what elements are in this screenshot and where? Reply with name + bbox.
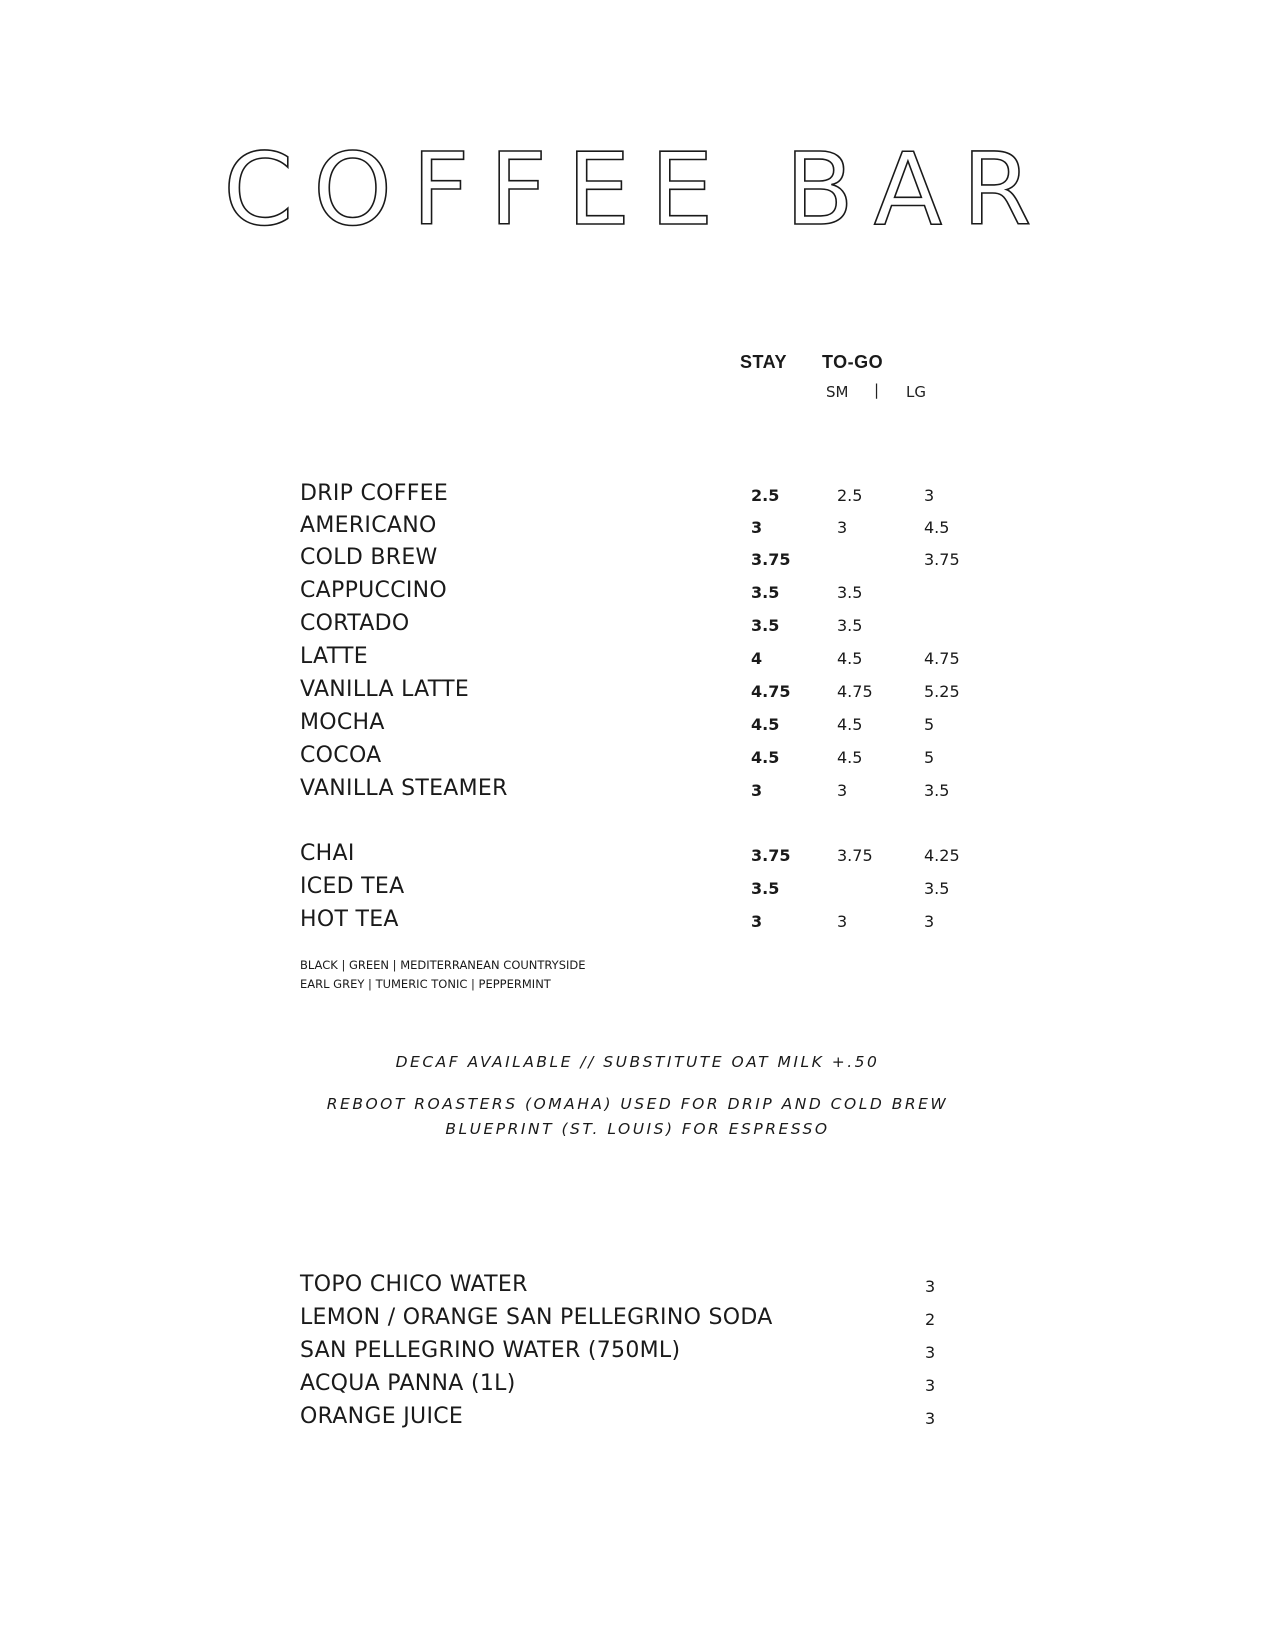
price-togo-lg: 3.75 [924,550,960,569]
menu-row [0,1338,1275,1370]
item-name: TOPO CHICO WATER [300,1272,528,1297]
price-stay: 3.5 [751,879,780,898]
price-stay: 4.5 [751,715,780,734]
column-header-to-go: TO-GO [822,352,884,372]
column-header-sm: SM [826,383,849,401]
price-togo-sm: 3.5 [837,616,863,635]
price-stay: 3.75 [751,846,791,865]
price-togo-sm: 3.75 [837,846,873,865]
price-stay: 4 [751,649,763,668]
menu-row [0,710,1275,742]
item-name: ACQUA PANNA (1L) [300,1371,516,1396]
item-name: LATTE [300,644,368,669]
menu-row [0,611,1275,643]
price-stay: 3 [751,518,763,537]
price-togo-sm: 4.5 [837,649,863,668]
item-name: CHAI [300,841,355,866]
item-name: VANILLA LATTE [300,677,470,702]
menu-row [0,1272,1275,1304]
price-togo-lg: 3.5 [924,879,950,898]
item-name: VANILLA STEAMER [300,776,508,801]
menu-row [0,743,1275,775]
menu-row [0,776,1275,808]
price-stay: 4.5 [751,748,780,767]
item-name: SAN PELLEGRINO WATER (750ML) [300,1338,681,1363]
item-name: HOT TEA [300,907,399,932]
item-name: CAPPUCCINO [300,578,448,603]
price-togo-sm: 3 [837,518,848,537]
price: 3 [925,1409,936,1428]
price-stay: 4.75 [751,682,791,701]
decaf-note: DECAF AVAILABLE // SUBSTITUTE OAT MILK +.50 [395,1053,880,1071]
roaster-note: REBOOT ROASTERS (OMAHA) USED FOR DRIP AND COLD BREW [326,1095,949,1113]
menu-row [0,1305,1275,1337]
price: 3 [925,1277,936,1296]
price: 3 [925,1343,936,1362]
price-togo-lg: 4.25 [924,846,960,865]
price-togo-lg: 3 [924,486,935,505]
price-togo-lg: 4.5 [924,518,950,537]
menu-row [0,545,1275,577]
item-name: MOCHA [300,710,385,735]
price-togo-lg: 5.25 [924,682,960,701]
item-name: DRIP COFFEE [300,481,449,506]
price-stay: 3 [751,912,763,931]
price-stay: 2.5 [751,486,780,505]
menu-row [0,874,1275,906]
price-togo-lg: 5 [924,715,935,734]
item-name: AMERICANO [300,513,437,538]
menu-row [0,644,1275,676]
menu-row [0,1371,1275,1403]
item-name: CORTADO [300,611,410,636]
tea-varieties-line: BLACK | GREEN | MEDITERRANEAN COUNTRYSIDE [300,958,586,972]
column-divider: | [874,381,880,399]
price-stay: 3.75 [751,550,791,569]
price-togo-sm: 4.75 [837,682,873,701]
price-togo-sm: 4.5 [837,748,863,767]
price-togo-lg: 3 [924,912,935,931]
item-name: ICED TEA [300,874,405,899]
menu-row [0,513,1275,545]
price: 3 [925,1376,936,1395]
price-stay: 3.5 [751,616,780,635]
price-stay: 3.5 [751,583,780,602]
item-name: LEMON / ORANGE SAN PELLEGRINO SODA [300,1305,773,1330]
menu-row [0,677,1275,709]
price-togo-lg: 3.5 [924,781,950,800]
price-togo-sm: 3 [837,912,848,931]
menu-row [0,578,1275,610]
price-togo-sm: 2.5 [837,486,863,505]
price-togo-lg: 4.75 [924,649,960,668]
price-togo-sm: 3.5 [837,583,863,602]
column-header-lg: LG [906,383,926,401]
item-name: COLD BREW [300,545,438,570]
price-togo-lg: 5 [924,748,935,767]
price-togo-sm: 3 [837,781,848,800]
menu-row [0,841,1275,873]
price-stay: 3 [751,781,763,800]
roaster-note: BLUEPRINT (ST. LOUIS) FOR ESPRESSO [445,1120,830,1138]
menu-row [0,907,1275,939]
menu-row [0,481,1275,513]
column-header-stay: STAY [740,352,788,372]
menu-row [0,1404,1275,1436]
price: 2 [925,1310,936,1329]
tea-varieties-line: EARL GREY | TUMERIC TONIC | PEPPERMINT [300,977,551,991]
item-name: COCOA [300,743,382,768]
item-name: ORANGE JUICE [300,1404,464,1429]
price-togo-sm: 4.5 [837,715,863,734]
menu-title: COFFEE BAR [223,131,1052,248]
